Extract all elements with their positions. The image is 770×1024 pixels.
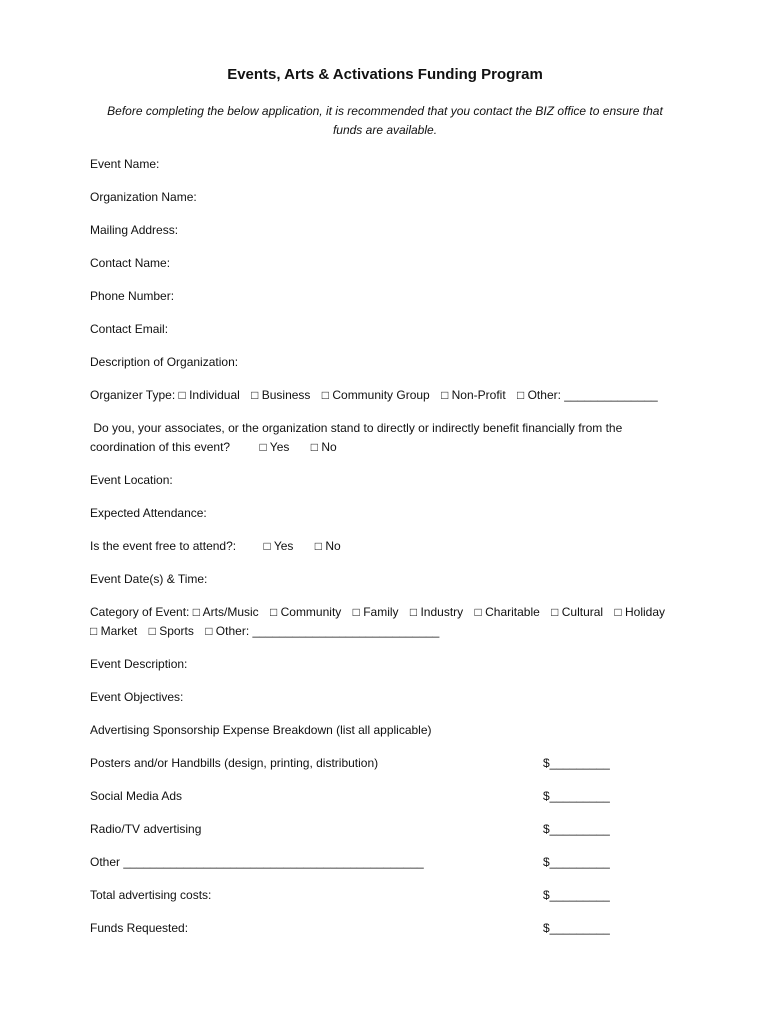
benefit-no-checkbox[interactable]: □ No [310,440,337,454]
organizer-option-individual[interactable]: □ Individual [178,388,240,402]
event-name-field[interactable]: Event Name: [90,157,160,171]
event-dates-field[interactable]: Event Date(s) & Time: [90,572,208,586]
benefit-question-row [90,438,337,457]
category-option-market[interactable]: □ Market [90,624,138,638]
organizer-option-business[interactable]: □ Business [251,388,311,402]
category-label: Category of Event: [90,605,190,619]
organizer-option-community-group[interactable]: □ Community Group [321,388,430,402]
event-description-field[interactable]: Event Description: [90,657,188,671]
category-option-charitable[interactable]: □ Charitable [474,605,540,619]
category-option-community[interactable]: □ Community [270,605,342,619]
expected-attendance-field[interactable]: Expected Attendance: [90,506,207,520]
organizer-type-label: Organizer Type: [90,388,176,402]
advertising-heading: Advertising Sponsorship Expense Breakdown (list all applicable) [90,723,432,737]
expense-amount-social-media[interactable]: $_________ [543,789,610,803]
category-option-industry[interactable]: □ Industry [409,605,464,619]
expense-label-social-media: Social Media Ads [90,789,183,803]
event-objectives-field[interactable]: Event Objectives: [90,690,184,704]
free-question-label: Is the event free to attend?: [90,539,237,553]
category-option-holiday[interactable]: □ Holiday [614,605,666,619]
mailing-address-field[interactable]: Mailing Address: [90,223,179,237]
expense-label-other[interactable]: Other _____________________________________________ [90,855,424,869]
organization-name-field[interactable]: Organization Name: [90,190,197,204]
event-location-field[interactable]: Event Location: [90,473,173,487]
category-option-family[interactable]: □ Family [352,605,399,619]
category-option-arts-music[interactable]: □ Arts/Music [192,605,259,619]
expense-label-total: Total advertising costs: [90,888,212,902]
category-option-sports[interactable]: □ Sports [148,624,194,638]
expense-amount-funds-requested[interactable]: $_________ [543,921,610,935]
expense-label-funds-requested: Funds Requested: [90,921,189,935]
free-question-row [90,537,341,556]
organizer-type-row [90,386,666,405]
free-yes-checkbox[interactable]: □ Yes [263,539,294,553]
category-row-1 [90,603,673,622]
category-option-other[interactable]: □ Other: ____________________________ [205,624,440,638]
free-no-checkbox[interactable]: □ No [314,539,341,553]
intro-text: Before completing the below application, it is recommended that you contact the BIZ office to ensure that funds are available. [107,104,663,137]
category-option-cultural[interactable]: □ Cultural [551,605,604,619]
category-row-2 [90,622,447,641]
expense-label-posters: Posters and/or Handbills (design, printing, distribution) [90,756,379,770]
expense-amount-radio-tv[interactable]: $_________ [543,822,610,836]
description-organization-field[interactable]: Description of Organization: [90,355,239,369]
benefit-question-text: Do you, your associates, or the organization stand to directly or indirectly benefit financially from the [90,421,623,435]
organizer-option-other[interactable]: □ Other: ______________ [517,388,658,402]
expense-amount-total[interactable]: $_________ [543,888,610,902]
benefit-yes-checkbox[interactable]: □ Yes [259,440,290,454]
contact-email-field[interactable]: Contact Email: [90,322,169,336]
phone-number-field[interactable]: Phone Number: [90,289,175,303]
expense-label-radio-tv: Radio/TV advertising [90,822,202,836]
contact-name-field[interactable]: Contact Name: [90,256,171,270]
expense-amount-other[interactable]: $_________ [543,855,610,869]
page-title: Events, Arts & Activations Funding Program [227,66,543,83]
benefit-question-label: coordination of this event? [90,440,231,454]
expense-amount-posters[interactable]: $_________ [543,756,610,770]
organizer-option-non-profit[interactable]: □ Non-Profit [441,388,506,402]
